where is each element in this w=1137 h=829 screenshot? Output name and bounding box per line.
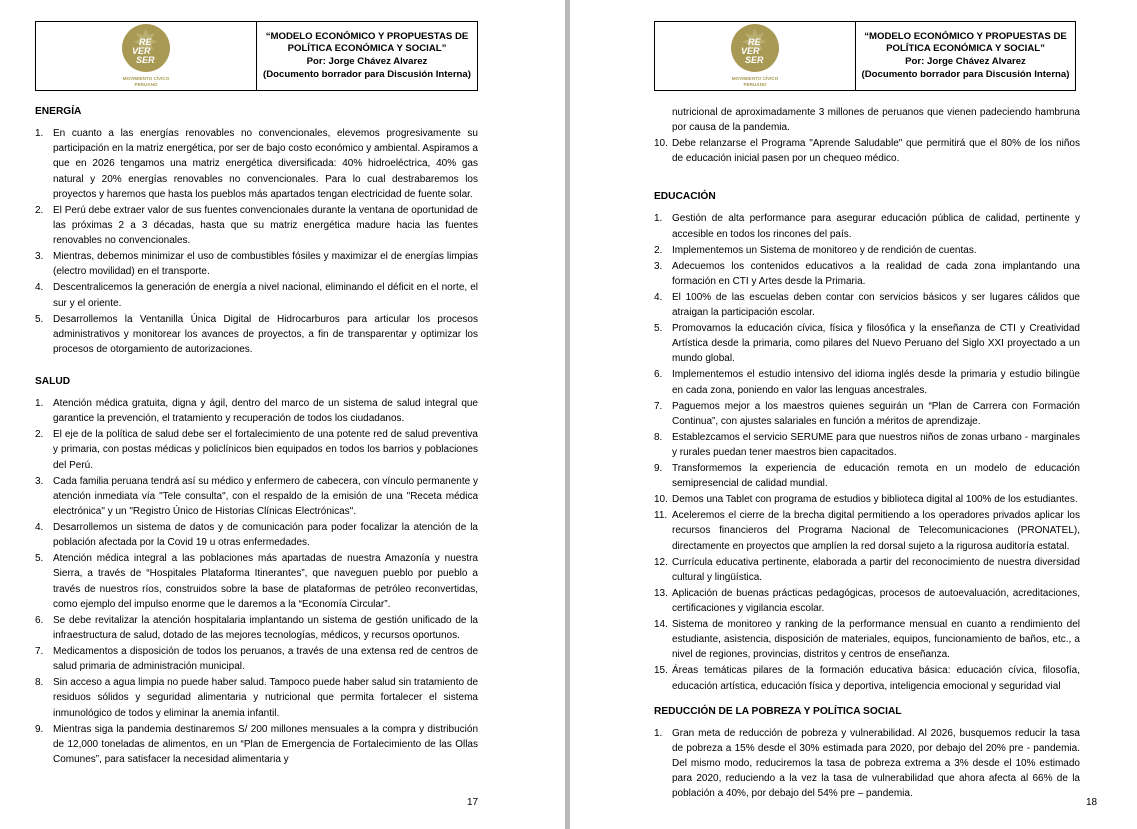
energia-list — [35, 126, 478, 357]
item-number: 6. — [654, 369, 663, 381]
item-text: Aplicación de buenas prácticas pedagógicas, procesos de autoevaluación, acreditaciones, certificaciones y vigilancia escolar. — [672, 587, 1080, 615]
list-item — [654, 430, 1080, 460]
page-content — [654, 105, 1080, 802]
list-item — [654, 461, 1080, 491]
item-number: 1. — [654, 727, 663, 739]
logo-text-ser: SER — [136, 55, 155, 65]
list-item — [35, 396, 478, 426]
item-number: 4. — [654, 291, 663, 303]
item-number: 1. — [654, 213, 663, 225]
pobreza-list — [654, 726, 1080, 802]
list-item — [654, 492, 1080, 507]
item-number: 1. — [35, 398, 44, 410]
item-text: Se debe revitalizar la atención hospitalaria implantando un sistema de gestión unificado de la infraestructura de salud, dotado de las mejores tecnologías, médicos, y recursos oportunos. — [53, 614, 478, 642]
item-number: 5. — [654, 323, 663, 335]
list-item — [35, 126, 478, 202]
item-number: 12. — [654, 556, 668, 568]
list-item — [654, 136, 1080, 166]
item-text: nutricional de aproximadamente 3 millones de peruanos que vienen padeciendo hambruna por causa de la pandemia. — [672, 107, 1080, 134]
header-note: (Documento borrador para Discusión Interna) — [861, 68, 1070, 80]
item-number: 2. — [654, 244, 663, 256]
item-text: Atención médica gratuita, digna y ágil, dentro del marco de un sistema de salud integral que garantice la prevención, el tratamiento y recuperación de todos los ciudadanos. — [53, 398, 478, 425]
item-number: 7. — [35, 646, 44, 658]
logo-caption-1: MOVIMIENTO CÍVICO — [122, 76, 170, 81]
logo-caption-2: PERUANO — [134, 82, 158, 87]
item-number: 11. — [654, 510, 668, 522]
document-page-17 — [0, 0, 565, 829]
item-text: Medicamentos a disposición de todos los peruanos, a través de una extensa red de centros de salud primaria de administración municipal. — [53, 646, 478, 673]
item-number: 3. — [654, 260, 663, 272]
header-author: Por: Jorge Chávez Alvarez — [306, 56, 428, 67]
list-item — [654, 367, 1080, 397]
item-number: 3. — [35, 251, 44, 263]
item-text: Currícula educativa pertinente, elaborada a partir del reconocimiento de nuestra diversidad cultural y lingüística. — [672, 556, 1080, 583]
list-item — [654, 508, 1080, 554]
item-text: Implementemos el estudio intensivo del idioma inglés desde la primaria y estudio bilingüe en cada zona, poniendo en valor las lenguas ancestrales. — [672, 369, 1080, 396]
item-text: Desarrollemos un sistema de datos y de comunicación para poder focalizar la atención de la población afectada por la Covid 19 u otras enfermedades. — [53, 522, 478, 549]
logo-text-ser: SER — [745, 55, 764, 65]
item-text: Gestión de alta performance para asegurar educación pública de calidad, pertinente y accesible en todos los rincones del país. — [672, 213, 1080, 240]
item-text: Desarrollemos la Ventanilla Única Digital de Hidrocarburos para articular los procesos administrativos y monitorear los avances de proyectos, a fin de transparentar y optimizar los procesos de otorgamiento de autorizaciones. — [53, 313, 478, 356]
list-item — [654, 105, 1080, 135]
item-number: 8. — [35, 677, 44, 689]
item-text: Debe relanzarse el Programa "Aprende Saludable" que permitirá que el 80% de los niños de educación inicial pasen por un chequeo médico. — [672, 138, 1080, 165]
item-text: Adecuemos los contenidos educativos a la realidad de cada zona implantando una formación en CTI y Artes desde la Primaria. — [672, 260, 1080, 287]
logo-text-re: RE — [748, 37, 761, 47]
logo-cell — [655, 22, 856, 90]
item-number: 1. — [35, 128, 44, 139]
item-number: 4. — [35, 522, 44, 534]
item-text: El Perú debe extraer valor de sus fuentes convencionales durante la ventana de oportunidad de las próximas 2 a 3 décadas, hasta que su matriz energética madure hacia las fuentes renovables no convencionales. — [53, 204, 478, 247]
header-text — [856, 22, 1075, 90]
section-title-salud: SALUD — [35, 376, 71, 388]
list-item — [654, 211, 1080, 241]
document-page-18 — [570, 0, 1137, 829]
logo-text-re: RE — [139, 37, 152, 47]
item-number: 14. — [654, 619, 668, 631]
page-content — [35, 102, 478, 768]
list-item — [35, 551, 478, 612]
item-text: Promovamos la educación cívica, física y filosófica y la enseñanza de CTI y Creatividad Artística desde la primaria, como pilares del Nuevo Peruano del Siglo XXI proyectado a un mundo global. — [672, 323, 1080, 365]
list-item — [654, 726, 1080, 802]
list-item — [35, 613, 478, 643]
list-item — [654, 617, 1080, 663]
item-text: Mientras, debemos minimizar el uso de combustibles fósiles y maximizar el de energías limpias (electro movilidad) en el transporte. — [53, 251, 478, 278]
item-text: El eje de la política de salud debe ser el fortalecimiento de una potente red de salud preventiva y primaria, con postas médicas y policlínicos bien equipados en todos los barrios y poblaciones del Perú. — [53, 429, 478, 471]
list-item — [35, 203, 478, 249]
item-text: En cuanto a las energías renovables no convencionales, elevemos progresivamente su participación en la matriz energética, por ser de bajo costo económico y ambiental. Aspiramos a que en 2026 tengamos una matriz energética diversificada: 40% hidroeléctrica, 40% gas natural y 20% energías renovables no convencionales. Para lo cual destrabaremos los proyectos y haremos que hasta los pueblos más apartados tengan electricidad de fuente solar. — [53, 128, 478, 200]
item-number: 7. — [654, 400, 663, 412]
educacion-list — [654, 211, 1080, 693]
item-text: Descentralicemos la generación de energía a nivel nacional, eliminando el déficit en el norte, el sur y el oriente. — [53, 282, 478, 309]
header-title-line1: “MODELO ECONÓMICO Y PROPUESTAS DE — [265, 30, 469, 42]
list-item — [654, 663, 1080, 693]
header-title-line1: “MODELO ECONÓMICO Y PROPUESTAS DE — [864, 30, 1067, 42]
page-header — [35, 21, 478, 91]
list-item — [35, 474, 478, 520]
header-text — [257, 22, 477, 90]
item-text: Áreas temáticas pilares de la formación educativa básica: educación cívica, filosofía, educación artística, educación física y deportiva, inteligencia emocional y seguridad vial — [672, 665, 1080, 692]
item-number: 5. — [35, 553, 44, 565]
item-number: 3. — [35, 475, 44, 487]
header-author: Por: Jorge Chávez Alvarez — [905, 56, 1026, 67]
list-item — [35, 722, 478, 768]
list-item — [35, 312, 478, 358]
logo-cell — [36, 22, 257, 90]
page-number: 17 — [467, 797, 479, 808]
header-title-line2: POLÍTICA ECONÓMICA Y SOCIAL” — [287, 43, 447, 55]
item-number: 6. — [35, 614, 44, 626]
item-text: Establezcamos el servicio SERUME para que nuestros niños de zonas urbano - marginales y rurales puedan tener maestros bien capacitados. — [672, 431, 1080, 459]
item-number: 8. — [654, 431, 663, 443]
reverser-logo-icon — [724, 23, 786, 89]
item-number: 2. — [35, 429, 44, 441]
item-number: 13. — [654, 587, 668, 599]
item-number — [654, 105, 672, 135]
list-item — [654, 399, 1080, 429]
item-text: Cada familia peruana tendrá así su médico y enfermero de cabecera, con vínculo permanente y atención inmediata vía "Tele consulta", con el respaldo de la emisión de una "Receta médica electrónica" y un "Registro Único de Historias Clínicas Electrónicas". — [53, 475, 478, 518]
salud-list — [35, 396, 478, 767]
list-item — [654, 555, 1080, 585]
item-text: Sistema de monitoreo y ranking de la performance mensual en cuanto a rendimiento del estudiante, asistencia, disposición de materiales, equipos, funcionamiento de baños, etc., a nivel de regiones, provincias, distritos y centros de enseñanza. — [672, 619, 1080, 661]
item-text: Implementemos un Sistema de monitoreo y de rendición de cuentas. — [672, 244, 977, 256]
list-item — [35, 644, 478, 674]
list-item — [654, 290, 1080, 320]
item-text: Demos una Tablet con programa de estudios y biblioteca digital al 100% de los estudiantes. — [672, 494, 1078, 506]
item-number: 9. — [654, 463, 663, 475]
logo-text-ver: VER — [132, 46, 151, 56]
item-number: 2. — [35, 204, 44, 216]
logo-caption-2: PERUANO — [743, 82, 767, 87]
section-title-educacion: EDUCACIÓN — [654, 191, 716, 203]
item-text: El 100% de las escuelas deben contar con servicios básicos y ser lugares cálidos que atraigan la participación escolar. — [672, 291, 1080, 319]
list-item — [35, 280, 478, 310]
page-number: 18 — [1086, 797, 1098, 808]
item-number: 10. — [654, 138, 668, 150]
item-text: Transformemos la experiencia de educación remota en un modelo de educación semipresencial de calidad mundial. — [672, 463, 1080, 490]
item-text: Gran meta de reducción de pobreza y vulnerabilidad. Al 2026, busquemos reducir la tasa de pobreza a 15% desde el 30% estimada para 2020, por debajo del 20% pre - pandemia. Del mismo modo, reduciremos la tasa de pobreza extrema a 3% desde el 10% estimado para 2020, reduciendo a la vez la tasa de vulnerabilidad que ahora afecta al 66% de la población a 40%, por debajo del 54% pre – pandemia. — [672, 727, 1080, 800]
salud-continuation-list — [654, 105, 1080, 167]
item-text: Paguemos mejor a los maestros quienes seguirán un “Plan de Carrera con Formación Continua”, con ajustes salariales en función a méritos de aprendizaje. — [672, 400, 1080, 427]
item-number: 4. — [35, 282, 44, 294]
list-item — [35, 249, 478, 279]
list-item — [654, 321, 1080, 367]
list-item — [654, 243, 1080, 258]
item-number: 15. — [654, 665, 668, 677]
list-item — [654, 586, 1080, 616]
item-number: 5. — [35, 313, 44, 325]
list-item — [35, 427, 478, 473]
reverser-logo-icon — [115, 23, 177, 89]
section-title-energia: ENERGÍA — [35, 106, 82, 117]
page-header — [654, 21, 1076, 91]
item-number: 10. — [654, 494, 668, 506]
item-text: Sin acceso a agua limpia no puede haber salud. Tampoco puede haber salud sin tratamiento de residuos sólidos y seguridad alimentaria y nutricional que permita fortalecer el sistema inmunológico de todos y eliminar la anemia infantil. — [53, 677, 478, 719]
section-title-reduccion-pobreza: REDUCCIÓN DE LA POBREZA Y POLÍTICA SOCIAL — [654, 705, 902, 717]
header-title-line2: POLÍTICA ECONÓMICA Y SOCIAL” — [886, 43, 1045, 55]
item-text: Atención médica integral a las poblaciones más apartadas de nuestra Amazonía y nuestra Sierra, a través de “Hospitales Plataforma Itinerantes”, que naveguen pueblo por pueblo a través de nuestros ríos, construidos sobre la base de plataformas de petróleo reconvertidas, como ejemplo del impulso enorme que le daremos a la “Economía Circular”. — [53, 553, 478, 610]
list-item — [654, 259, 1080, 289]
item-number: 9. — [35, 723, 44, 735]
list-item — [35, 520, 478, 550]
item-text: Aceleremos el cierre de la brecha digital permitiendo a los operadores privados aplicar los recursos financieros del Programa Nacional de Telecomunicaciones (PRONATEL), directamente en proyectos que amplíen la red dorsal sujeto a la rigurosa auditoría estatal. — [672, 510, 1080, 552]
logo-text-ver: VER — [741, 46, 760, 56]
list-item — [35, 675, 478, 721]
logo-caption-1: MOVIMIENTO CÍVICO — [731, 76, 779, 81]
item-text: Mientras siga la pandemia destinaremos S/ 200 millones mensuales a la compra y distribución de 12,000 toneladas de alimentos, en un “Plan de Emergencia de Fortalecimiento de las Ollas Comunes”, para satisfacer la necesidad alimentaria y — [53, 723, 478, 766]
header-note: (Documento borrador para Discusión Interna) — [263, 68, 471, 80]
